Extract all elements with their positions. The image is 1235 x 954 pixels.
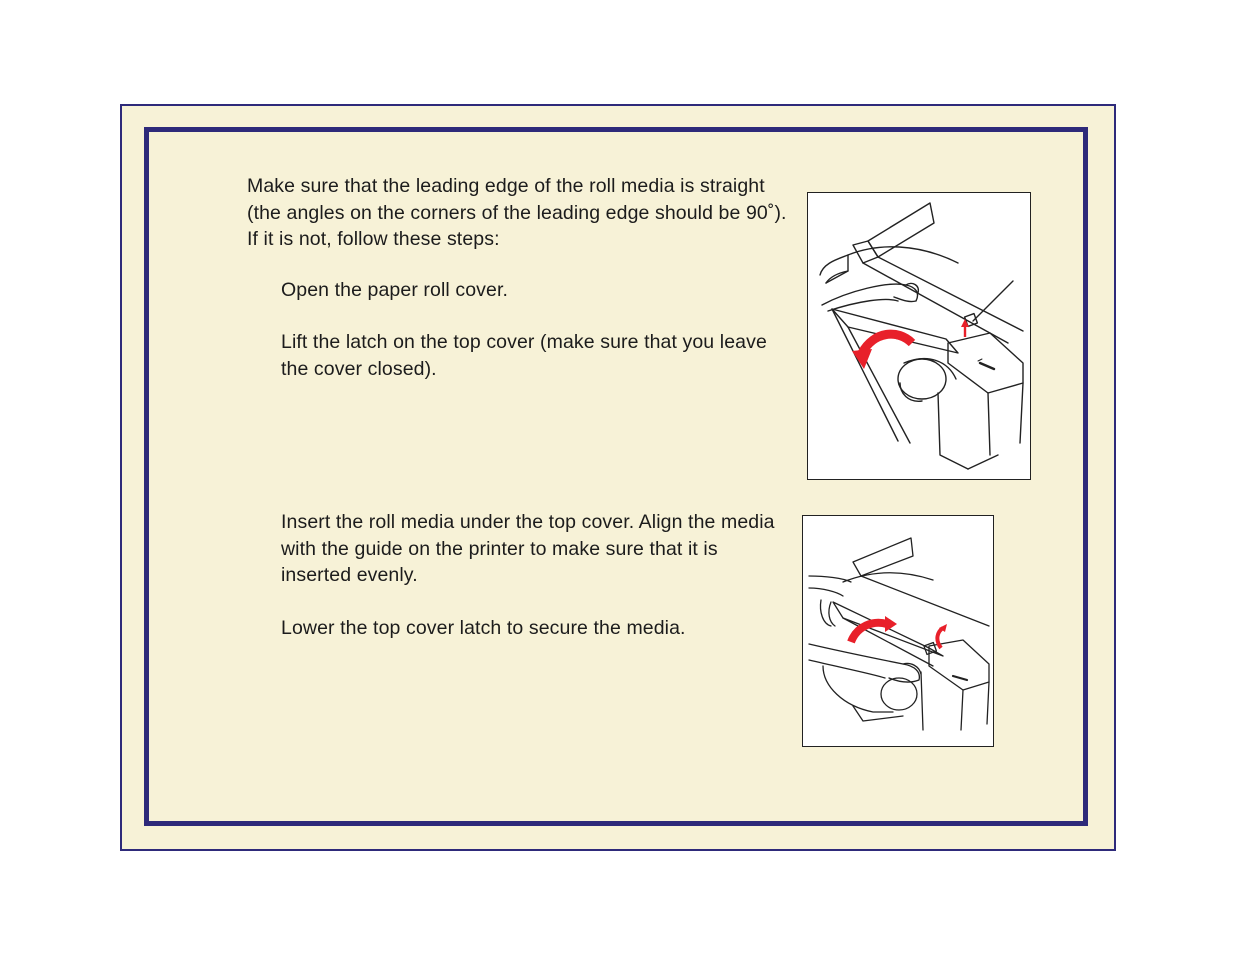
- intro-paragraph: Make sure that the leading edge of the roll media is straight (the angles on the corners of the leading edge should be 90˚). If it is not, follow these steps:: [247, 175, 787, 250]
- step-open-roll-cover: Open the paper roll cover.: [281, 279, 508, 301]
- step-lift-latch: Lift the latch on the top cover (make sure that you leave the cover closed).: [281, 331, 767, 380]
- step-insert-media: Insert the roll media under the top cover. Align the media with the guide on the printer to make sure that it is inserted evenly.: [281, 511, 775, 586]
- step-lower-latch: Lower the top cover latch to secure the media.: [281, 617, 686, 639]
- figure-insert-media: [802, 515, 994, 747]
- printer-open-roll-cover-illustration: [808, 193, 1030, 479]
- figure-lift-latch: [807, 192, 1031, 480]
- printer-insert-media-illustration: [803, 516, 993, 746]
